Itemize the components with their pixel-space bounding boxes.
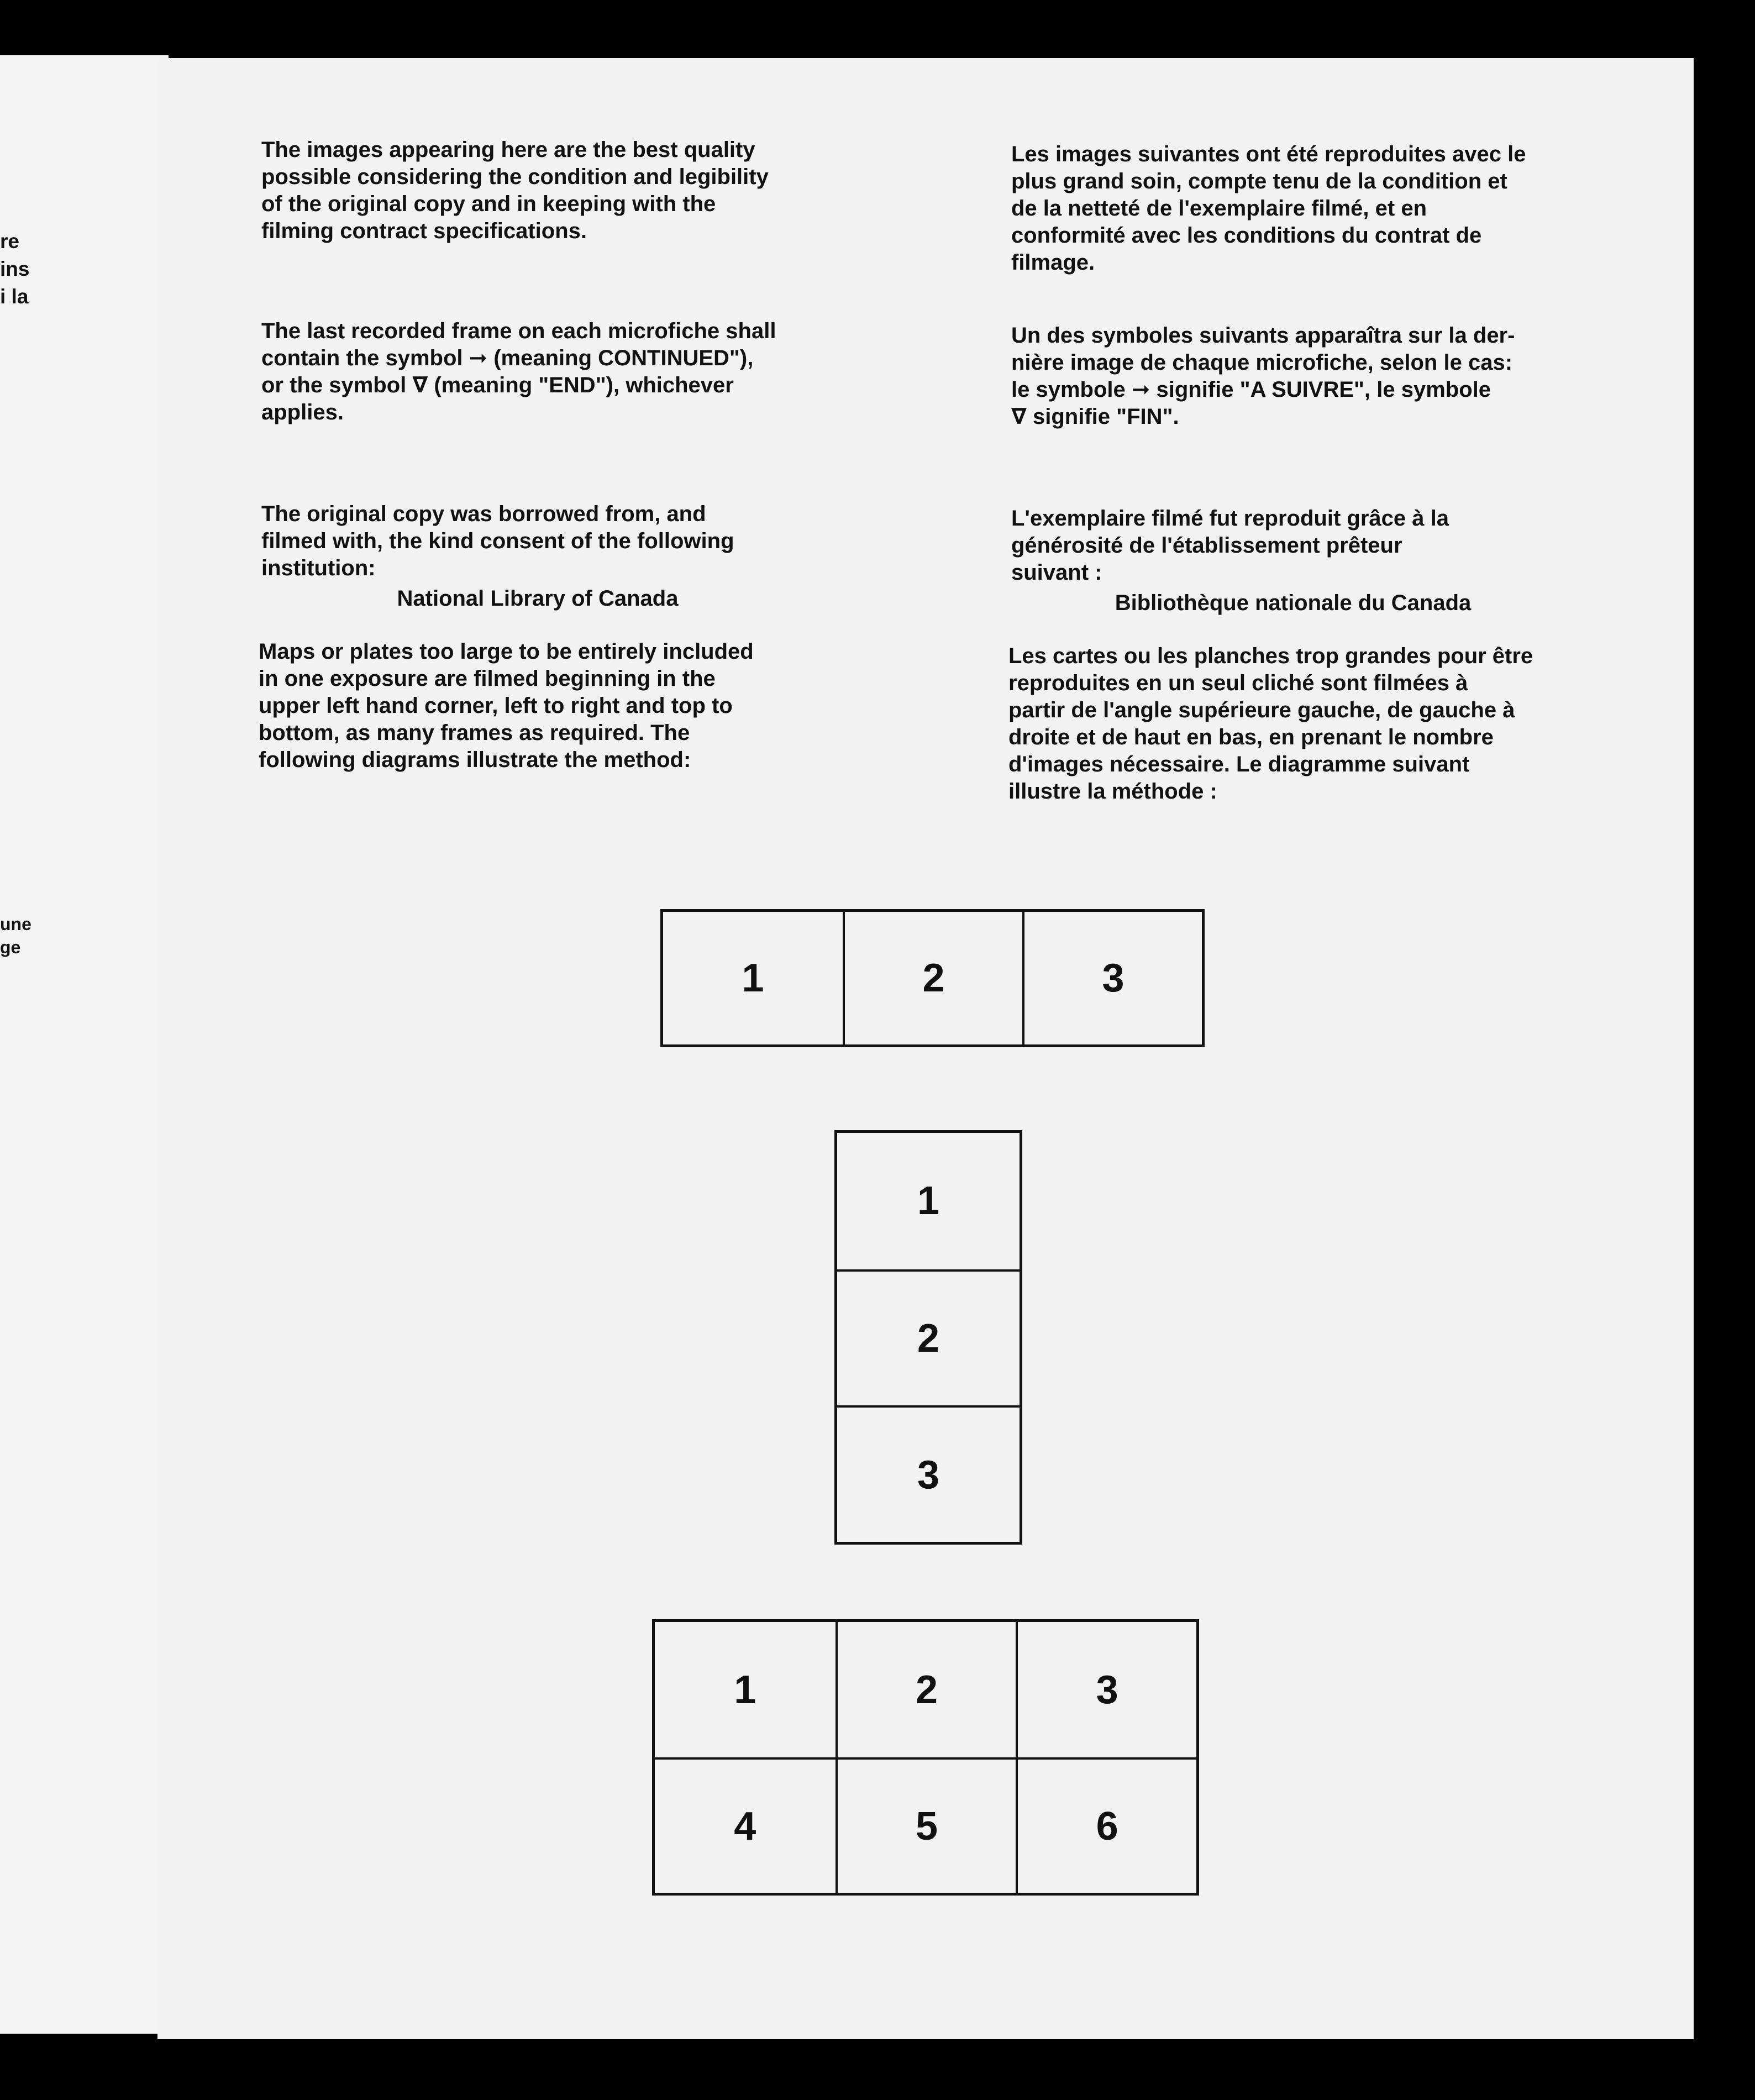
french-quality-note: Les images suivantes ont été reproduites avec le plus grand soin, compte tenu de la condition et de la netteté de l'exemplaire filmé, et en conformité avec les conditions du contrat de filmage.	[1011, 142, 1526, 275]
microfiche-target-sheet	[157, 58, 1694, 2039]
frame-cell: 3	[1022, 912, 1202, 1044]
french-courtesy-note	[1011, 478, 1575, 644]
frame-cell: 6	[1016, 1757, 1196, 1893]
edge-text-fragment: ge	[0, 937, 21, 957]
french-institution: Bibliothèque nationale du Canada	[1115, 591, 1472, 615]
french-courtesy-text: L'exemplaire filmé fut reproduit grâce à la générosité de l'établissement prêteur suivant :	[1011, 506, 1449, 585]
frame-cell: 2	[843, 912, 1022, 1044]
edge-text-fragment: ins	[0, 258, 30, 280]
edge-text-fragment: re	[0, 230, 19, 253]
frame-cell: 1	[742, 956, 764, 1000]
english-quality-note: The images appearing here are the best quality possible considering the condition and legibility of the original copy and in keeping with the filming contract specifications.	[261, 138, 769, 243]
edge-text-fragment: i la	[0, 285, 29, 308]
frame-cell: 1	[917, 1179, 940, 1224]
horizontal-frame-diagram	[660, 909, 1205, 1047]
frame-cell: 3	[1016, 1622, 1196, 1757]
english-courtesy-note	[261, 474, 814, 639]
english-institution: National Library of Canada	[397, 586, 679, 611]
frame-cell: 5	[836, 1757, 1016, 1893]
english-maps-note: Maps or plates too large to be entirely included in one exposure are filmed beginning in the upper left hand corner, left to right and top to bottom, as many frames as required. The following diagrams illustrate the method:	[259, 639, 754, 772]
french-maps-note: Les cartes ou les planches trop grandes pour être reproduites en un seul cliché sont filmées à partir de l'angle supérieure gauche, de gauche à droite et de haut en bas, en prenant le nombre d'images nécessaire. Le diagramme suivant illustre la méthode :	[1008, 644, 1533, 804]
previous-page-edge	[0, 55, 169, 2034]
frame-cell: 3	[837, 1405, 1020, 1542]
frame-cell: 2	[836, 1622, 1016, 1757]
french-symbols-note: Un des symboles suivants apparaîtra sur la der- nière image de chaque microfiche, selon le cas: le symbole ➞ signifie "A SUIVRE", le symbole ∇ signifie "FIN".	[1011, 323, 1515, 429]
english-symbols-note: The last recorded frame on each microfiche shall contain the symbol ➞ (meaning CONTINUED"), or the symbol ∇ (meaning "END"), whichever applies.	[261, 319, 776, 424]
edge-text-fragment: une	[0, 914, 31, 934]
english-courtesy-text: The original copy was borrowed from, and filmed with, the kind consent of the following institution:	[261, 502, 734, 580]
frame-cell: 2	[837, 1269, 1020, 1406]
matrix-frame-diagram	[652, 1619, 1199, 1896]
vertical-frame-diagram	[834, 1130, 1022, 1545]
frame-cell: 1	[734, 1667, 756, 1712]
frame-cell: 4	[655, 1757, 836, 1893]
